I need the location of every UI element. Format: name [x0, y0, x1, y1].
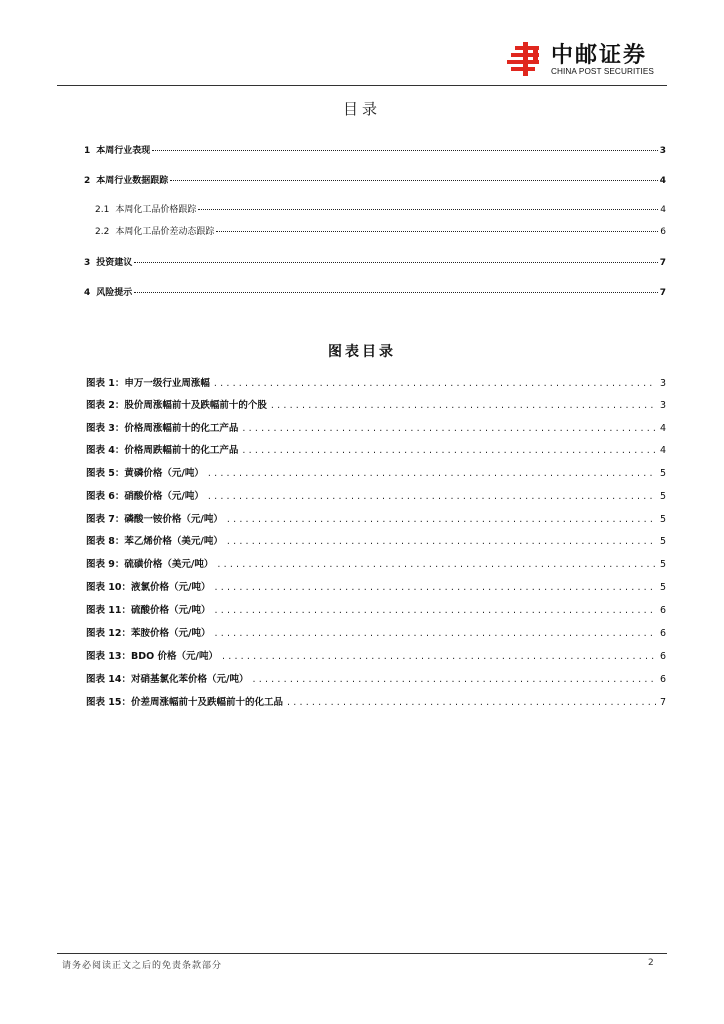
toc-leader-dots: [134, 262, 657, 263]
toc-entry[interactable]: [84, 143, 666, 156]
figure-entry[interactable]: [86, 648, 666, 662]
figure-entry-label: 图表 13：BDO 价格（元/吨）: [86, 651, 219, 662]
footer-disclaimer: 请务必阅读正文之后的免责条款部分: [62, 961, 223, 971]
figure-leader-dots: [271, 400, 656, 411]
figure-entry[interactable]: [86, 511, 666, 525]
figure-entry-page: 6: [659, 605, 666, 616]
toc-entry-number: 2.2: [95, 227, 110, 237]
figure-entry-page: 3: [659, 378, 666, 389]
figure-entry[interactable]: [86, 533, 666, 547]
figure-entry-page: 6: [659, 651, 666, 662]
figure-entry-page: 5: [659, 514, 666, 525]
figure-entry-label: 图表 9：硫磺价格（美元/吨）: [86, 559, 214, 570]
toc-entry-page: 7: [659, 288, 666, 298]
figure-list-title: 图表目录: [328, 344, 396, 360]
toc-entry-page: 7: [659, 258, 666, 268]
figure-leader-dots: [242, 423, 656, 434]
figure-leader-dots: [215, 605, 656, 616]
figure-leader-dots: [253, 674, 656, 685]
toc-entry-number: 2: [84, 176, 91, 186]
figure-leader-dots: [208, 468, 656, 479]
figure-entry-page: 5: [659, 491, 666, 502]
brand-name-en: CHINA POST SECURITIES: [551, 67, 654, 76]
figure-entry[interactable]: [86, 420, 666, 434]
figure-entry-label: 图表 12：苯胺价格（元/吨）: [86, 628, 211, 639]
figure-entry[interactable]: [86, 671, 666, 685]
figure-entry-label: 图表 6：硝酸价格（元/吨）: [86, 491, 204, 502]
figure-entry-label: 图表 14：对硝基氯化苯价格（元/吨）: [86, 674, 249, 685]
figure-leader-dots: [227, 514, 656, 525]
figure-entry-label: 图表 5：黄磷价格（元/吨）: [86, 468, 204, 479]
toc-leader-dots: [134, 292, 657, 293]
toc-leader-dots: [152, 150, 657, 151]
figure-entry-page: 5: [659, 582, 666, 593]
toc-entry-number: 4: [84, 288, 91, 298]
toc-entry[interactable]: [95, 224, 666, 237]
toc-entry-label: 本周行业表现: [96, 146, 151, 156]
figure-leader-dots: [222, 651, 656, 662]
brand-name-cn: 中邮证券: [551, 43, 648, 68]
figure-leader-dots: [217, 559, 656, 570]
toc-entry[interactable]: [84, 173, 666, 186]
toc-entry-number: 2.1: [95, 205, 110, 215]
toc-leader-dots: [170, 180, 657, 181]
figure-entry-label: 图表 1：申万一级行业周涨幅: [86, 378, 210, 389]
toc-entry-number: 3: [84, 258, 91, 268]
figure-entry-page: 5: [659, 559, 666, 570]
figure-entry-label: 图表 8：苯乙烯价格（美元/吨）: [86, 536, 223, 547]
figure-entry-page: 6: [659, 674, 666, 685]
figure-entry-page: 3: [659, 400, 666, 411]
figure-entry-page: 4: [659, 445, 666, 456]
toc-entry-page: 6: [660, 227, 666, 237]
figure-entry[interactable]: [86, 579, 666, 593]
toc-entry-number: 1: [84, 146, 91, 156]
toc-entry-label: 本周化工品价差动态跟踪: [115, 227, 215, 237]
figure-entry[interactable]: [86, 556, 666, 570]
toc-entry-page: 4: [660, 205, 666, 215]
toc-entry[interactable]: [95, 202, 666, 215]
china-post-logo-icon: [507, 40, 545, 78]
figure-entry-label: 图表 2：股价周涨幅前十及跌幅前十的个股: [86, 400, 267, 411]
figure-entry[interactable]: [86, 488, 666, 502]
toc-entry[interactable]: [84, 255, 666, 268]
figure-entry-label: 图表 11：硫酸价格（元/吨）: [86, 605, 211, 616]
figure-entry-page: 4: [659, 423, 666, 434]
toc-leader-dots: [216, 231, 658, 232]
toc-entry-label: 本周化工品价格跟踪: [115, 205, 197, 215]
figure-entry[interactable]: [86, 397, 666, 411]
toc-title: 目录: [342, 100, 381, 118]
figure-entry-label: 图表 3：价格周涨幅前十的化工产品: [86, 423, 239, 434]
figure-entry-page: 6: [659, 628, 666, 639]
page-header: [57, 0, 667, 86]
figure-leader-dots: [215, 628, 656, 639]
figure-entry-page: 5: [659, 536, 666, 547]
footer-page-number: 2: [648, 958, 654, 968]
figure-entry[interactable]: [86, 375, 666, 389]
figure-entry-page: 7: [659, 697, 666, 708]
toc-entry-page: 3: [659, 146, 666, 156]
figure-entry-page: 5: [659, 468, 666, 479]
figure-leader-dots: [215, 582, 656, 593]
figure-entry[interactable]: [86, 465, 666, 479]
figure-entry-label: 图表 4：价格周跌幅前十的化工产品: [86, 445, 239, 456]
figure-leader-dots: [227, 536, 656, 547]
toc-entry[interactable]: [84, 285, 666, 298]
toc-leader-dots: [198, 209, 658, 210]
toc-entry-label: 风险提示: [96, 288, 133, 298]
figure-entry[interactable]: [86, 442, 666, 456]
toc-entry-label: 投资建议: [96, 258, 133, 268]
figure-leader-dots: [287, 697, 656, 708]
figure-entry-label: 图表 15：价差周涨幅前十及跌幅前十的化工品: [86, 697, 284, 708]
footer-rule: [57, 953, 667, 954]
brand-logo: [507, 38, 667, 82]
figure-entry-label: 图表 10：液氯价格（元/吨）: [86, 582, 211, 593]
figure-entry[interactable]: [86, 602, 666, 616]
figure-entry[interactable]: [86, 625, 666, 639]
figure-leader-dots: [242, 445, 656, 456]
toc-entry-label: 本周行业数据跟踪: [96, 176, 169, 186]
toc-entry-page: 4: [659, 176, 666, 186]
figure-leader-dots: [208, 491, 656, 502]
figure-entry-label: 图表 7：磷酸一铵价格（元/吨）: [86, 514, 223, 525]
figure-leader-dots: [214, 378, 656, 389]
figure-entry[interactable]: [86, 694, 666, 708]
